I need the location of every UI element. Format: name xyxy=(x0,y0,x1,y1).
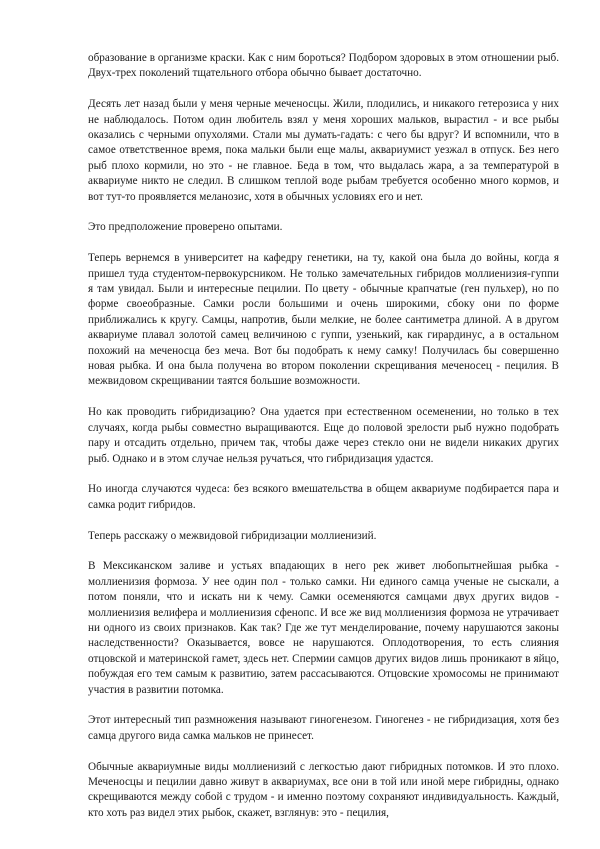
document-body xyxy=(88,51,559,837)
paragraph-8: В Мексиканском заливе и устьях впадающих в него рек живет любопытнейшая рыбка - моллиенизия формоза. У нее один пол - только самки. Ни единого самца ученые не сыскали, а потом поняли, что и искать ни к чему. Самки осеменяются самцами двух других видов - моллиенизия велифера и моллиенизия сфенопс. И все же вид моллиенизия формоза не утрачивает ни одного из своих признаков. Как так? Где же тут менделирование, почему нарушаются законы наследственности? Оказывается, вовсе не нарушаются. Оплодотворения, то есть слияния отцовской и материнской гамет, здесь нет. Спермии самцов других видов лишь проникают в яйцо, побуждая его тем самым к развитию, затем рассасываются. Отцовские хромосомы не принимают участия в развитии потомка. xyxy=(88,560,559,696)
paragraph-9: Этот интересный тип размножения называют гиногенезом. Гиногенез - не гибридизация, хотя без самца другого вида самка мальков не принесет. xyxy=(88,714,559,742)
paragraph-2: Десять лет назад были у меня черные меченосцы. Жили, плодились, и никакого гетерозиса у них не наблюдалось. Потом один любитель взял у меня хороших мальков, вырастил - и все рыбы оказались с черными опухолями. Стали мы думать-гадать: с чего бы вдруг? И вспомнили, что в самое ответственное время, пока мальки были еще малы, аквариумист уезжал в отпуск. Без него рыб плохо кормили, но это - не главное. Беда в том, что выдалась жара, а за температурой в аквариуме никто не следил. В слишком теплой воде рыбам требуется особенно много кормов, и вот тут-то проявляется меланозис, хотя в обычных условиях его и нет. xyxy=(88,98,559,203)
paragraph-6: Но иногда случаются чудеса: без всякого вмешательства в общем аквариуме подбирается пара и самка родит гибридов. xyxy=(88,483,559,511)
paragraph-1: образование в организме краски. Как с ним бороться? Подбором здоровых в этом отношении рыб. Двух-трех поколений тщательного отбора обычно бывает достаточно. xyxy=(88,52,559,80)
paragraph-3: Это предположение проверено опытами. xyxy=(88,221,283,234)
paragraph-7: Теперь расскажу о межвидовой гибридизации моллиенизий. xyxy=(88,529,377,542)
paragraph-5: Но как проводить гибридизацию? Она удается при естественном осеменении, но только в тех случаях, когда рыбы совместно выращиваются. Еще до половой зрелости рыб нужно подобрать пару и отсадить отдельно, причем так, чтобы даже через стекло они не видели никаких других рыб. Однако и в этом случае нельзя ручаться, что гибридизация удастся. xyxy=(88,406,559,465)
paragraph-10: Обычные аквариумные виды моллиенизий с легкостью дают гибридных потомков. И это плохо. Меченосцы и пецилии давно живут в аквариумах, все они в той или иной мере гибридны, однако скрещиваются между собой с трудом - и именно поэтому сохраняют индивидуальность. Каждый, кто хоть раз видел этих рыбок, скажет, взглянув: это - пецилия, xyxy=(88,760,559,819)
paragraph-4: Теперь вернемся в университет на кафедру генетики, на ту, какой она была до войны, когда я пришел туда студентом-первокурсником. Не только замечательных гибридов моллиенизия-гуппи я там увидал. Были и интересные пецилии. По цвету - обычные крапчатые (ген пульхер), но по форме своеобразные. Самки росли большими и очень широкими, сбоку они по форме приближались к кругу. Самцы, напротив, были мелкие, не более сантиметра длиной. А в другом аквариуме плавал золотой самец величиною с гуппи, узенький, как гирардинус, а в остальном похожий на меченосца без меча. Вот бы подобрать к нему самку! Получилась бы совершенно новая рыбка. И она была получена во втором поколении скрещивания меченосец - пецилия. В межвидовом скрещивании таятся большие возможности. xyxy=(88,252,559,388)
